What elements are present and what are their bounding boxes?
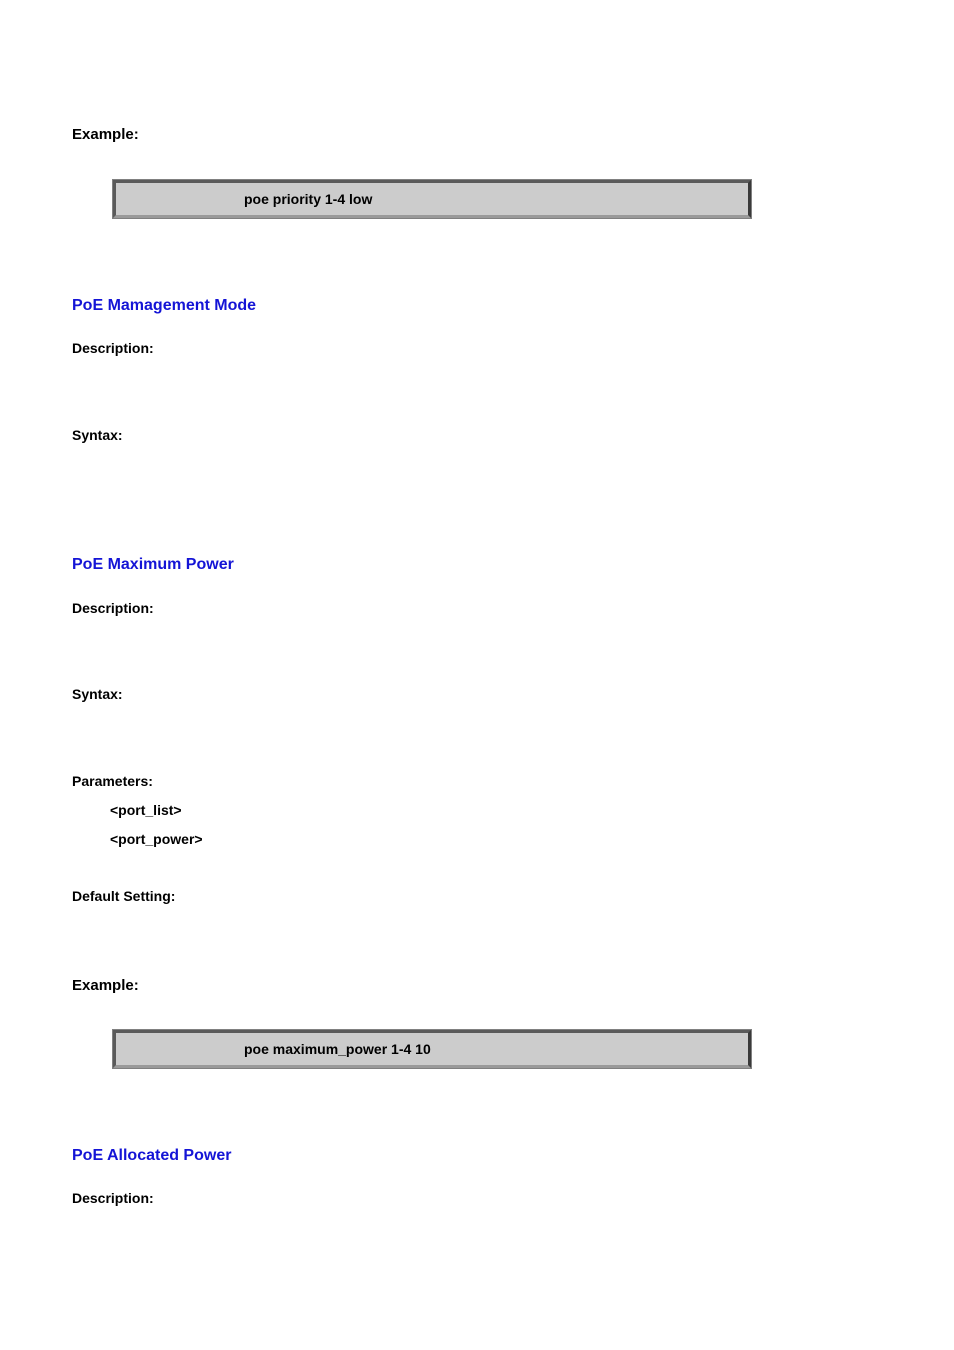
section-title-poe-allocated-power: PoE Allocated Power <box>72 1147 232 1164</box>
parameters-label: Parameters: <box>72 773 153 789</box>
section-title-poe-maximum-power: PoE Maximum Power <box>72 556 234 573</box>
parameter-port-power: <port_power> <box>110 831 203 847</box>
parameter-port-list: <port_list> <box>110 802 182 818</box>
description-label: Description: <box>72 1190 154 1206</box>
command-box <box>113 1030 751 1068</box>
section-title-poe-management-mode: PoE Mamagement Mode <box>72 297 257 314</box>
default-setting-label: Default Setting: <box>72 888 176 904</box>
command-text: poe priority 1-4 low <box>244 191 373 207</box>
description-label: Description: <box>72 600 154 616</box>
example-label: Example: <box>72 126 139 143</box>
command-text: poe maximum_power 1-4 10 <box>244 1041 431 1057</box>
command-box <box>113 180 751 218</box>
syntax-label: Syntax: <box>72 686 123 702</box>
example-label: Example: <box>72 977 139 994</box>
syntax-label: Syntax: <box>72 427 123 443</box>
description-label: Description: <box>72 340 154 356</box>
